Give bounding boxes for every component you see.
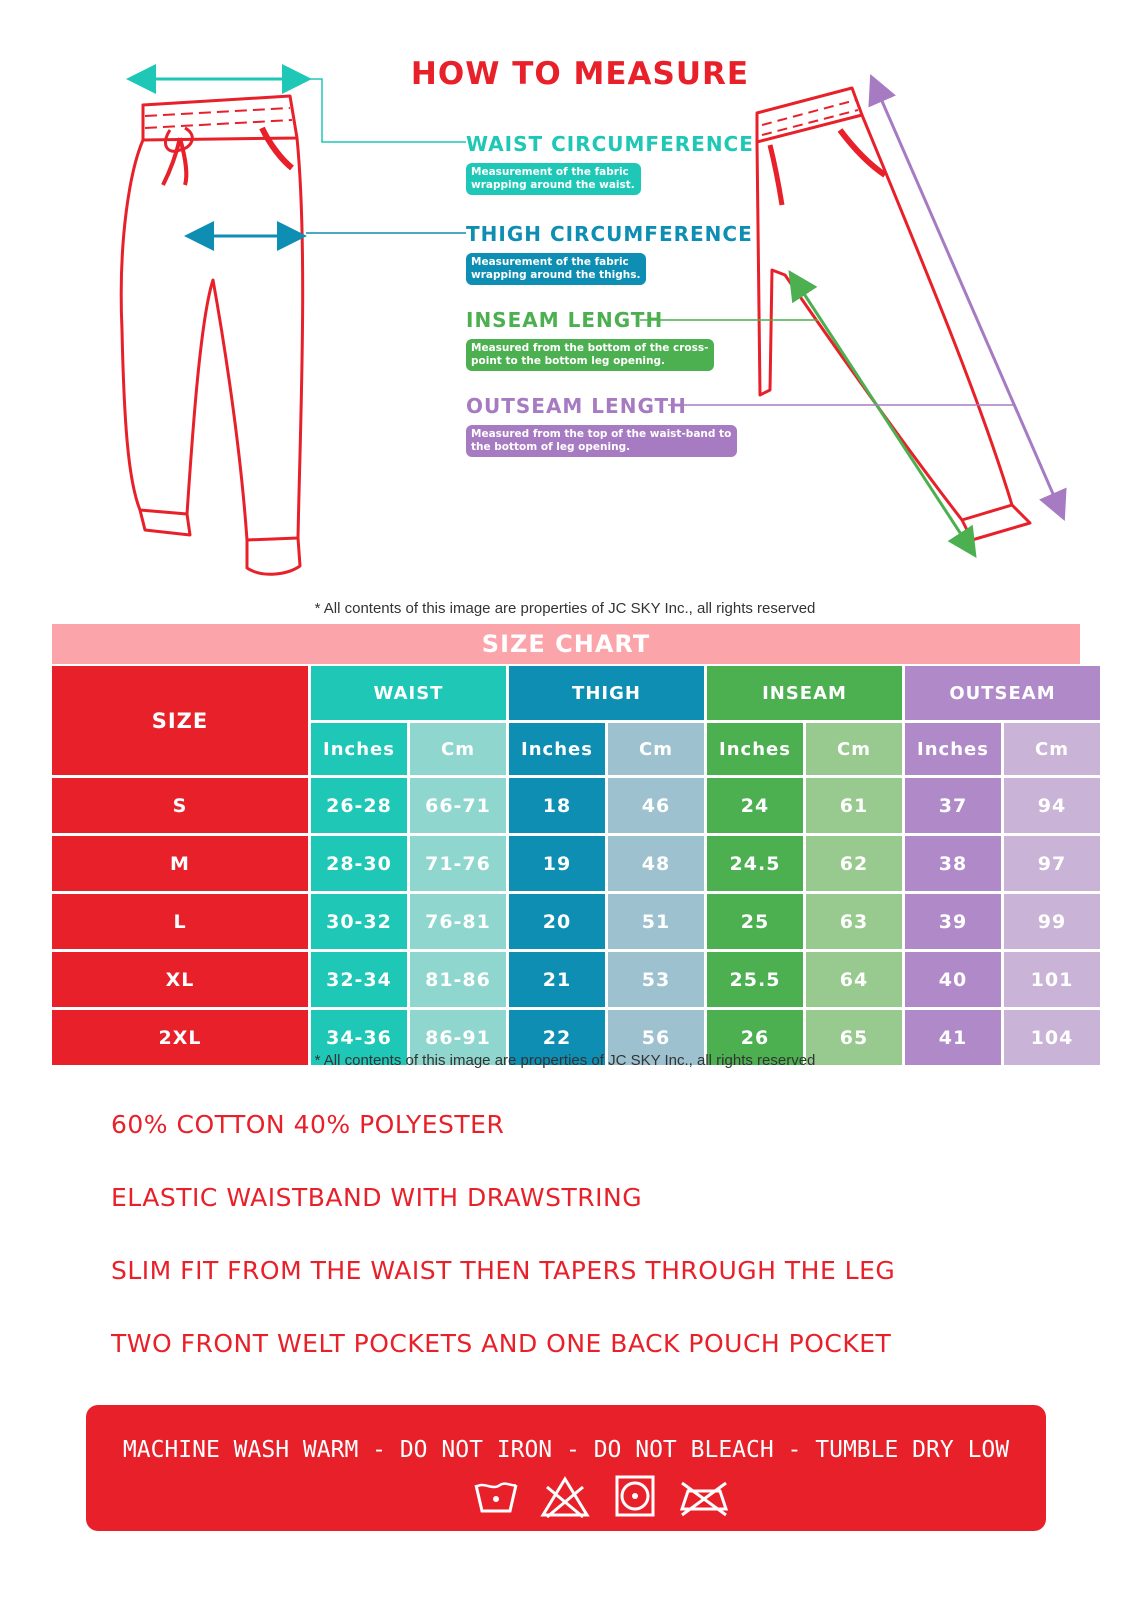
- inseam-cm-header: Cm: [806, 723, 902, 775]
- table-cell: 26: [707, 1010, 803, 1065]
- inseam-description: [466, 339, 714, 371]
- size-chart-table: [52, 666, 1080, 1049]
- inseam-arrow: [795, 280, 970, 548]
- waist-title: WAIST CIRCUMFERENCE: [466, 132, 754, 156]
- tumble-dry-low-icon: [609, 1473, 661, 1519]
- outseam-title: OUTSEAM LENGTH: [466, 394, 687, 418]
- inseam-title: INSEAM LENGTH: [466, 308, 664, 332]
- table-cell: 56: [608, 1010, 704, 1065]
- thigh-desc-line-1: Measurement of the fabric: [471, 256, 629, 268]
- waist-desc-line-2: wrapping around the waist.: [471, 179, 635, 191]
- table-cell: 24.5: [707, 836, 803, 891]
- waist-description: [466, 163, 641, 195]
- table-cell: 32-34: [311, 952, 407, 1007]
- table-cell: 97: [1004, 836, 1100, 891]
- table-cell: 64: [806, 952, 902, 1007]
- table-cell: 28-30: [311, 836, 407, 891]
- thigh-desc-line-2: wrapping around the thighs.: [471, 269, 641, 281]
- waist-cm-header: Cm: [410, 723, 506, 775]
- inseam-desc-line-2: point to the bottom leg opening.: [471, 355, 666, 367]
- inseam-group-header: INSEAM: [707, 666, 902, 720]
- table-cell: 99: [1004, 894, 1100, 949]
- table-cell: 62: [806, 836, 902, 891]
- table-cell: 21: [509, 952, 605, 1007]
- table-cell: 76-81: [410, 894, 506, 949]
- table-cell: 53: [608, 952, 704, 1007]
- thigh-description: [466, 253, 646, 285]
- table-cell: 25: [707, 894, 803, 949]
- thigh-title: THIGH CIRCUMFERENCE: [466, 222, 753, 246]
- copyright-note-bottom: * All contents of this image are properties of JC SKY Inc., all rights reserved: [314, 1052, 816, 1069]
- table-cell: 24: [707, 778, 803, 833]
- waist-inches-header: Inches: [311, 723, 407, 775]
- table-cell: 25.5: [707, 952, 803, 1007]
- table-cell: 34-36: [311, 1010, 407, 1065]
- feature-item: 60% COTTON 40% POLYESTER: [111, 1110, 505, 1139]
- table-cell: 71-76: [410, 836, 506, 891]
- size-chart-title: SIZE CHART: [52, 624, 1080, 664]
- size-column-header: SIZE: [52, 666, 308, 775]
- table-cell: 101: [1004, 952, 1100, 1007]
- table-cell: 104: [1004, 1010, 1100, 1065]
- table-cell: 65: [806, 1010, 902, 1065]
- table-cell: 20: [509, 894, 605, 949]
- inseam-desc-line-1: Measured from the bottom of the cross-: [471, 342, 709, 354]
- size-label-2xl: 2XL: [52, 1010, 308, 1065]
- table-cell: 19: [509, 836, 605, 891]
- inseam-length-info: [466, 308, 714, 371]
- table-cell: 63: [806, 894, 902, 949]
- table-cell: 39: [905, 894, 1001, 949]
- thigh-cm-header: Cm: [608, 723, 704, 775]
- thigh-group-header: THIGH: [509, 666, 704, 720]
- size-label-xl: XL: [52, 952, 308, 1007]
- table-cell: 22: [509, 1010, 605, 1065]
- size-label-l: L: [52, 894, 308, 949]
- table-cell: 38: [905, 836, 1001, 891]
- front-pants-drawing: [121, 96, 302, 574]
- inseam-inches-header: Inches: [707, 723, 803, 775]
- feature-item: ELASTIC WAISTBAND WITH DRAWSTRING: [111, 1183, 643, 1212]
- table-cell: 46: [608, 778, 704, 833]
- feature-item: TWO FRONT WELT POCKETS AND ONE BACK POUCH POCKET: [111, 1329, 892, 1358]
- size-label-m: M: [52, 836, 308, 891]
- outseam-description: [466, 425, 737, 457]
- care-icons: [470, 1473, 730, 1519]
- outseam-group-header: OUTSEAM: [905, 666, 1100, 720]
- outseam-desc-line-1: Measured from the top of the waist-band to: [471, 428, 732, 440]
- table-cell: 61: [806, 778, 902, 833]
- table-cell: 94: [1004, 778, 1100, 833]
- care-instructions-text: MACHINE WASH WARM - DO NOT IRON - DO NOT BLEACH - TUMBLE DRY LOW: [122, 1437, 1010, 1463]
- size-label-s: S: [52, 778, 308, 833]
- outseam-length-info: [466, 394, 737, 457]
- outseam-cm-header: Cm: [1004, 723, 1100, 775]
- table-cell: 48: [608, 836, 704, 891]
- feature-item: SLIM FIT FROM THE WAIST THEN TAPERS THROUGH THE LEG: [111, 1256, 896, 1285]
- waist-group-header: WAIST: [311, 666, 506, 720]
- thigh-inches-header: Inches: [509, 723, 605, 775]
- table-cell: 37: [905, 778, 1001, 833]
- thigh-circumference-info: [466, 222, 753, 285]
- table-cell: 81-86: [410, 952, 506, 1007]
- table-cell: 66-71: [410, 778, 506, 833]
- do-not-bleach-icon: [539, 1473, 591, 1519]
- table-cell: 40: [905, 952, 1001, 1007]
- page-title: HOW TO MEASURE: [410, 56, 750, 92]
- table-cell: 18: [509, 778, 605, 833]
- waist-desc-line-1: Measurement of the fabric: [471, 166, 629, 178]
- outseam-inches-header: Inches: [905, 723, 1001, 775]
- waist-circumference-info: [466, 132, 754, 195]
- table-cell: 30-32: [311, 894, 407, 949]
- do-not-iron-icon: [678, 1473, 730, 1519]
- copyright-note-top: * All contents of this image are properties of JC SKY Inc., all rights reserved: [314, 600, 816, 617]
- care-instructions-box: [86, 1405, 1046, 1531]
- machine-wash-warm-icon: [470, 1473, 522, 1519]
- table-cell: 51: [608, 894, 704, 949]
- table-cell: 86-91: [410, 1010, 506, 1065]
- outseam-desc-line-2: the bottom of leg opening.: [471, 441, 631, 453]
- side-pants-drawing: [757, 88, 1030, 540]
- table-cell: 41: [905, 1010, 1001, 1065]
- table-cell: 26-28: [311, 778, 407, 833]
- feature-list: [111, 1110, 895, 1402]
